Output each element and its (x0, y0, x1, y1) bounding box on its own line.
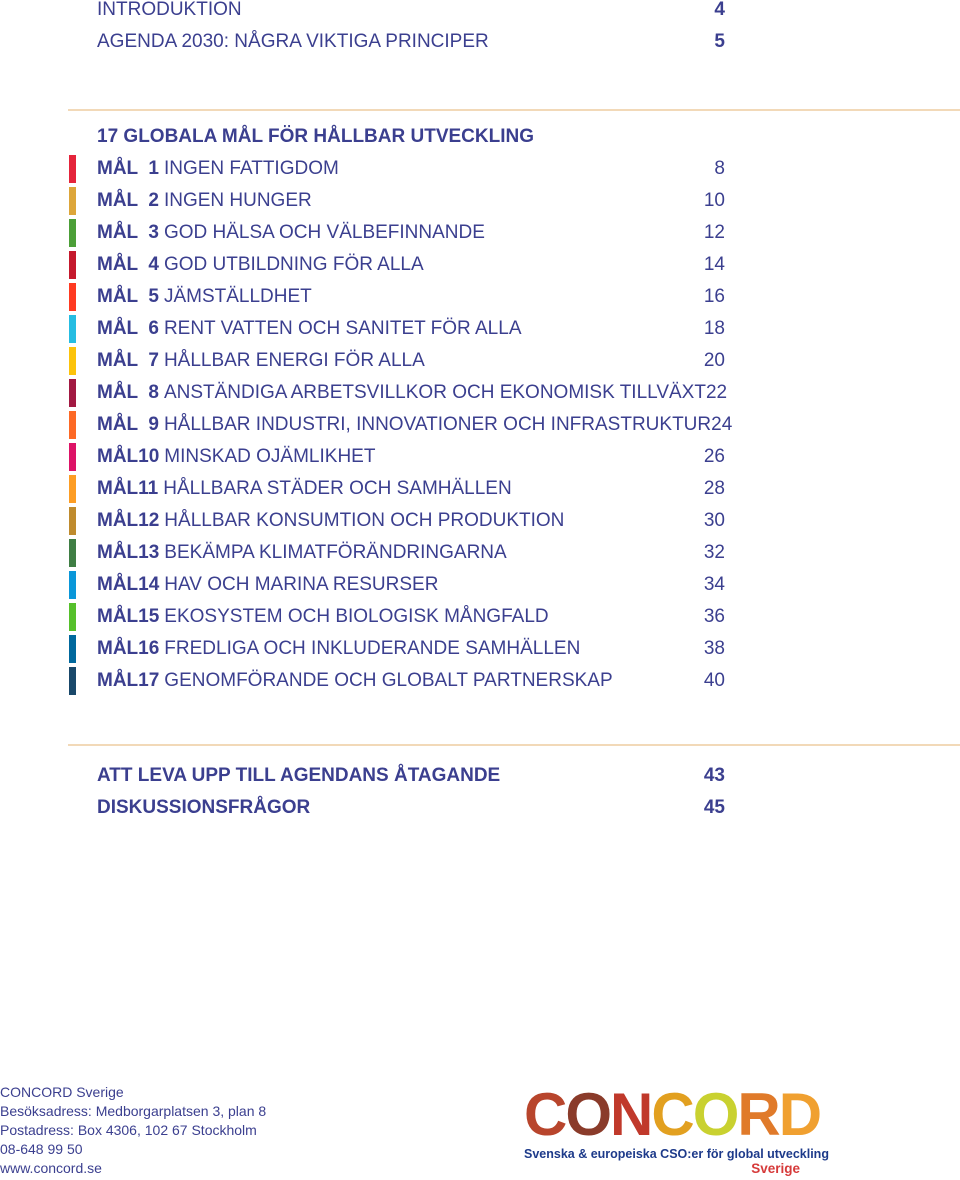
toc-agenda[interactable] (97, 28, 725, 56)
goal-text: HAV OCH MARINA RESURSER (164, 574, 439, 595)
goal-color-bar (69, 443, 76, 471)
goal-text: HÅLLBAR ENERGI FÖR ALLA (163, 350, 425, 371)
goal-page: 16 (703, 286, 725, 307)
goal-text: HÅLLBAR KONSUMTION OCH PRODUKTION (164, 510, 565, 531)
goal-label (97, 542, 507, 564)
concord-logo (524, 1081, 829, 1180)
goal-page: 26 (703, 446, 725, 467)
logo-letter: N (610, 1081, 652, 1148)
goal-label (97, 510, 564, 532)
goal-color-bar (69, 155, 76, 183)
goal-row[interactable] (97, 315, 725, 343)
footer-org: CONCORD Sverige (0, 1084, 124, 1100)
toc-page: 43 (703, 765, 725, 786)
goal-number: MÅL15 (97, 606, 160, 627)
goal-row[interactable] (97, 443, 725, 471)
goal-number: MÅL 8 (97, 382, 159, 403)
logo-letter: O (565, 1081, 611, 1148)
goal-page: 36 (703, 606, 725, 627)
goal-color-bar (69, 187, 76, 215)
goal-text: INGEN FATTIGDOM (163, 158, 339, 179)
goal-row[interactable] (97, 411, 733, 439)
goal-page: 38 (703, 638, 725, 659)
footer-visit-address: Besöksadress: Medborgarplatsen 3, plan 8 (0, 1103, 267, 1119)
goal-text: BEKÄMPA KLIMATFÖRÄNDRINGARNA (164, 542, 507, 563)
goal-color-bar (69, 667, 76, 695)
goal-row[interactable] (97, 283, 725, 311)
goal-number: MÅL 4 (97, 254, 159, 275)
goal-label (97, 638, 580, 660)
footer-phone: 08-648 99 50 (0, 1141, 83, 1157)
goal-page: 8 (714, 158, 725, 179)
goal-row[interactable] (97, 187, 725, 215)
toc-page: 45 (703, 797, 725, 818)
goal-color-bar (69, 379, 76, 407)
goal-page: 34 (703, 574, 725, 595)
goal-label (97, 190, 312, 212)
goal-number: MÅL 2 (97, 190, 159, 211)
goal-row[interactable] (97, 155, 725, 183)
goal-text: INGEN HUNGER (163, 190, 312, 211)
logo-tagline: Svenska & europeiska CSO:er för global utveckling (524, 1147, 829, 1161)
goal-color-bar (69, 283, 76, 311)
goal-page: 28 (703, 478, 725, 499)
goal-page: 20 (703, 350, 725, 371)
goal-color-bar (69, 219, 76, 247)
goal-row[interactable] (97, 539, 725, 567)
goal-row[interactable] (97, 507, 725, 535)
goal-number: MÅL 9 (97, 414, 159, 435)
goal-row[interactable] (97, 667, 725, 695)
footer-post-address: Postadress: Box 4306, 102 67 Stockholm (0, 1122, 257, 1138)
goal-label (97, 446, 375, 468)
goal-text: JÄMSTÄLLDHET (163, 286, 312, 307)
goal-page: 12 (703, 222, 725, 243)
goal-label (97, 350, 425, 372)
toc-label: ATT LEVA UPP TILL AGENDANS ÅTAGANDE (97, 765, 501, 786)
goal-row[interactable] (97, 379, 728, 407)
goal-label (97, 286, 312, 308)
goal-label (97, 158, 339, 180)
goal-color-bar (69, 603, 76, 631)
goal-text: GENOMFÖRANDE OCH GLOBALT PARTNERSKAP (164, 670, 613, 691)
logo-wordmark (524, 1081, 821, 1148)
logo-letter: C (524, 1081, 566, 1148)
goals-section-title (97, 123, 725, 151)
goal-number: MÅL14 (97, 574, 160, 595)
goal-text: GOD HÄLSA OCH VÄLBEFINNANDE (163, 222, 485, 243)
goal-number: MÅL13 (97, 542, 160, 563)
logo-letter: C (651, 1081, 693, 1148)
divider-top (68, 109, 960, 111)
goal-page: 14 (703, 254, 725, 275)
logo-letter: D (778, 1081, 821, 1148)
divider-bottom (68, 744, 960, 746)
goal-text: FREDLIGA OCH INKLUDERANDE SAMHÄLLEN (164, 638, 581, 659)
goal-number: MÅL17 (97, 670, 160, 691)
goal-label (97, 670, 613, 692)
goal-color-bar (69, 315, 76, 343)
goal-text: HÅLLBARA STÄDER OCH SAMHÄLLEN (163, 478, 512, 499)
toc-page: 4 (714, 0, 725, 20)
footer-website[interactable]: www.concord.se (0, 1160, 102, 1176)
goal-text: MINSKAD OJÄMLIKHET (164, 446, 376, 467)
goal-color-bar (69, 507, 76, 535)
goal-number: MÅL10 (97, 446, 160, 467)
goal-page: 18 (703, 318, 725, 339)
goal-row[interactable] (97, 635, 725, 663)
section-title-text: 17 GLOBALA MÅL FÖR HÅLLBAR UTVECKLING (97, 126, 534, 147)
goal-label (97, 478, 512, 500)
goal-number: MÅL11 (97, 478, 159, 499)
goal-color-bar (69, 539, 76, 567)
goal-number: MÅL 1 (97, 158, 159, 179)
goal-text: RENT VATTEN OCH SANITET FÖR ALLA (163, 318, 522, 339)
goal-text: ANSTÄNDIGA ARBETSVILLKOR OCH EKONOMISK TILLVÄXT (163, 382, 706, 403)
goal-row[interactable] (97, 603, 725, 631)
goal-row[interactable] (97, 347, 725, 375)
logo-letter: R (737, 1081, 779, 1148)
toc-intro[interactable] (97, 0, 725, 24)
goal-color-bar (69, 347, 76, 375)
goal-label (97, 254, 424, 276)
goal-color-bar (69, 571, 76, 599)
goal-number: MÅL 5 (97, 286, 159, 307)
goal-row[interactable] (97, 251, 725, 279)
goal-row[interactable] (97, 219, 725, 247)
goal-label (97, 382, 706, 404)
goal-page: 22 (705, 382, 728, 403)
goal-row[interactable] (97, 571, 725, 599)
goal-label (97, 414, 711, 436)
goal-number: MÅL 7 (97, 350, 159, 371)
logo-letter: O (692, 1081, 738, 1148)
goal-row[interactable] (97, 475, 725, 503)
goal-color-bar (69, 411, 76, 439)
goal-color-bar (69, 475, 76, 503)
goal-label (97, 318, 522, 340)
goal-color-bar (69, 251, 76, 279)
toc-label: DISKUSSIONSFRÅGOR (97, 797, 311, 818)
goal-label (97, 606, 549, 628)
toc-label: INTRODUKTION (97, 0, 242, 20)
goal-label (97, 574, 438, 596)
goal-number: MÅL 3 (97, 222, 159, 243)
goal-page: 32 (703, 542, 725, 563)
goal-page: 24 (711, 414, 733, 435)
toc-page: 5 (714, 31, 725, 52)
goal-page: 30 (703, 510, 725, 531)
goal-number: MÅL16 (97, 638, 160, 659)
goal-page: 10 (703, 190, 725, 211)
toc-commitment[interactable] (97, 762, 725, 790)
toc-label: AGENDA 2030: NÅGRA VIKTIGA PRINCIPER (97, 31, 489, 52)
goal-color-bar (69, 635, 76, 663)
goal-text: EKOSYSTEM OCH BIOLOGISK MÅNGFALD (164, 606, 549, 627)
logo-country: Sverige (751, 1161, 800, 1176)
goal-number: MÅL12 (97, 510, 160, 531)
goal-text: HÅLLBAR INDUSTRI, INNOVATIONER OCH INFRASTRUKTUR (163, 414, 712, 435)
goal-text: GOD UTBILDNING FÖR ALLA (163, 254, 424, 275)
goal-page: 40 (703, 670, 725, 691)
toc-discussion[interactable] (97, 794, 725, 822)
goal-label (97, 222, 485, 244)
goal-number: MÅL 6 (97, 318, 159, 339)
